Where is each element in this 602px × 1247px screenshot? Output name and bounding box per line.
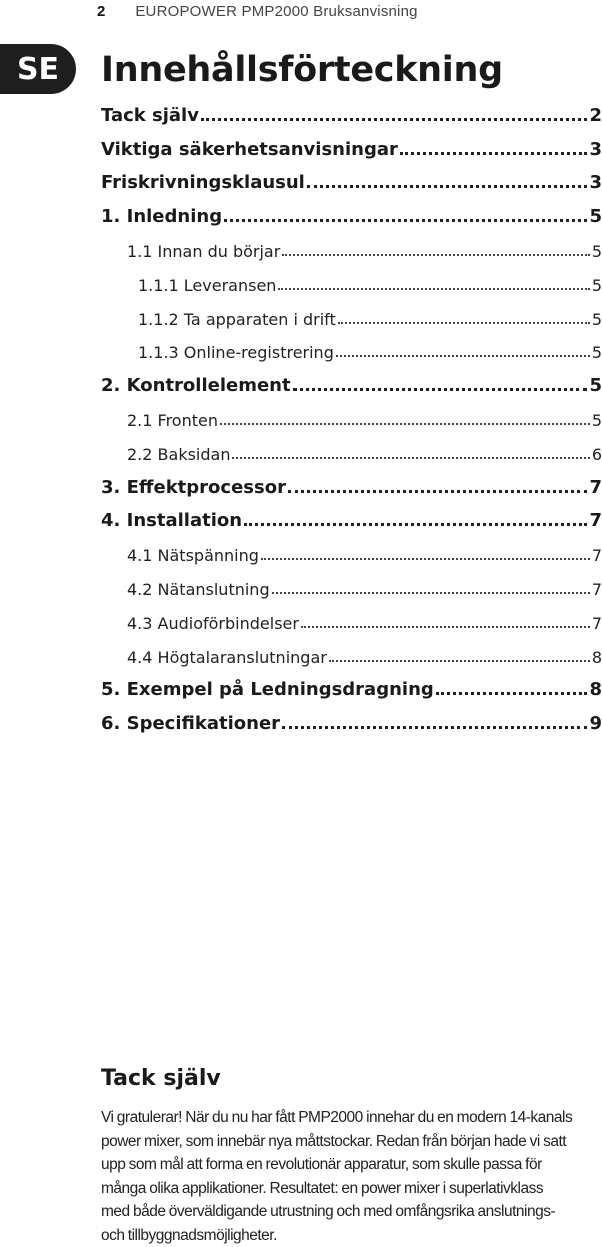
toc-entry-label: 2.2 Baksidan [127, 444, 231, 464]
toc-entry[interactable] [101, 128, 602, 162]
intro-section [101, 1062, 591, 1247]
toc-entry[interactable] [101, 533, 602, 567]
dot-leader [282, 726, 587, 729]
toc-entry-page: 7 [589, 476, 602, 498]
toc-entry[interactable] [101, 229, 602, 263]
dot-leader [272, 592, 590, 594]
toc-entry-page: 9 [589, 713, 602, 735]
dot-leader [336, 355, 590, 357]
toc-entry-label: 1.1 Innan du börjar [127, 241, 281, 261]
toc-entry[interactable] [101, 162, 602, 196]
intro-line: och tillbyggnadsmöjligheter. [101, 1226, 277, 1244]
toc-entry-label: 2.1 Fronten [127, 410, 218, 430]
toc-entry-page: 5 [591, 343, 602, 363]
dot-leader [232, 457, 589, 459]
toc-entry-label: Friskrivningsklausul [101, 172, 305, 194]
dot-leader [400, 152, 588, 155]
language-badge: SE [0, 44, 76, 94]
dot-leader [282, 254, 590, 256]
toc-entry-page: 8 [591, 647, 602, 667]
toc-entry-label: Viktiga säkerhetsanvisningar [101, 138, 398, 160]
toc-entry[interactable] [101, 635, 602, 669]
toc-entry[interactable] [101, 297, 602, 331]
toc-entry-label: 4.4 Högtalaranslutningar [127, 647, 327, 667]
dot-leader [201, 118, 588, 121]
toc-entry[interactable] [101, 331, 602, 365]
toc-entry[interactable] [101, 195, 602, 229]
toc-entry-page: 7 [589, 510, 602, 532]
dot-leader [301, 626, 590, 628]
page-number: 2 [97, 2, 106, 20]
toc-entry-page: 5 [591, 309, 602, 329]
dot-leader [329, 660, 590, 662]
toc-entry-page: 5 [591, 241, 602, 261]
toc-entry-label: 2. Kontrollelement [101, 375, 291, 397]
toc-entry[interactable] [101, 500, 602, 534]
toc-entry-label: 1. Inledning [101, 206, 223, 228]
toc-entry-page: 3 [589, 138, 602, 160]
dot-leader [436, 692, 588, 695]
dot-leader [338, 322, 590, 324]
toc-entry[interactable] [101, 94, 602, 128]
toc-entry[interactable] [101, 364, 602, 398]
dot-leader [278, 288, 589, 290]
toc-entry[interactable] [101, 432, 602, 466]
dot-leader [293, 388, 588, 391]
intro-line: upp som mål att forma en revolutionär apparatur, som skulle passa för [101, 1156, 542, 1173]
toc-entry-page: 6 [591, 444, 602, 464]
toc-entry-page: 5 [591, 410, 602, 430]
toc-entry-label: 6. Specifikationer [101, 713, 281, 735]
dot-leader [307, 185, 588, 188]
toc-entry[interactable] [101, 702, 602, 736]
toc-entry-label: 4.3 Audioförbindelser [127, 613, 299, 633]
toc-entry-label: 1.1.3 Online-registrering [138, 343, 334, 363]
dot-leader [244, 523, 587, 526]
toc-entry[interactable] [101, 567, 602, 601]
dot-leader [220, 423, 590, 425]
dot-leader [288, 490, 588, 493]
table-of-contents [101, 94, 602, 736]
toc-entry-page: 7 [591, 613, 602, 633]
intro-line: med både överväldigande utrustning och med omfångsrika anslutnings- [101, 1203, 556, 1220]
dot-leader [261, 558, 590, 560]
toc-entry-label: 1.1.2 Ta apparaten i drift [138, 309, 336, 329]
intro-line: power mixer, som innebär nya måttstockar. Redan från början hade vi satt [101, 1132, 567, 1150]
page-header [97, 0, 418, 22]
intro-line: Vi gratulerar! När du nu har fått PMP2000 innehar du en modern 14-kanals [101, 1109, 573, 1126]
toc-entry-page: 5 [591, 275, 602, 295]
toc-entry-label: 4. Installation [101, 510, 243, 532]
toc-entry-page: 8 [589, 679, 602, 701]
intro-heading: Tack själv [101, 1066, 221, 1091]
intro-paragraph [101, 1106, 591, 1247]
toc-entry-page: 7 [591, 546, 602, 566]
document-title: EUROPOWER PMP2000 Bruksanvisning [135, 2, 418, 20]
toc-entry-label: Tack själv [101, 104, 199, 126]
toc-entry[interactable] [101, 669, 602, 703]
toc-entry-page: 5 [589, 206, 602, 228]
toc-entry-label: 1.1.1 Leveransen [138, 275, 277, 295]
toc-entry-page: 5 [589, 375, 602, 397]
toc-entry[interactable] [101, 466, 602, 500]
toc-entry-label: 4.1 Nätspänning [127, 546, 259, 566]
toc-entry-label: 3. Effektprocessor [101, 476, 286, 498]
toc-entry[interactable] [101, 263, 602, 297]
toc-entry[interactable] [101, 398, 602, 432]
intro-line: många olika applikationer. Resultatet: en power mixer i superlativklass [101, 1179, 544, 1197]
toc-entry-page: 7 [591, 579, 602, 599]
toc-entry-page: 3 [589, 172, 602, 194]
toc-entry-page: 2 [589, 104, 602, 126]
toc-heading: Innehållsförteckning [101, 50, 503, 90]
toc-entry-label: 5. Exempel på Ledningsdragning [101, 679, 434, 701]
toc-entry[interactable] [101, 601, 602, 635]
dot-leader [224, 219, 587, 222]
toc-entry-label: 4.2 Nätanslutning [127, 579, 270, 599]
